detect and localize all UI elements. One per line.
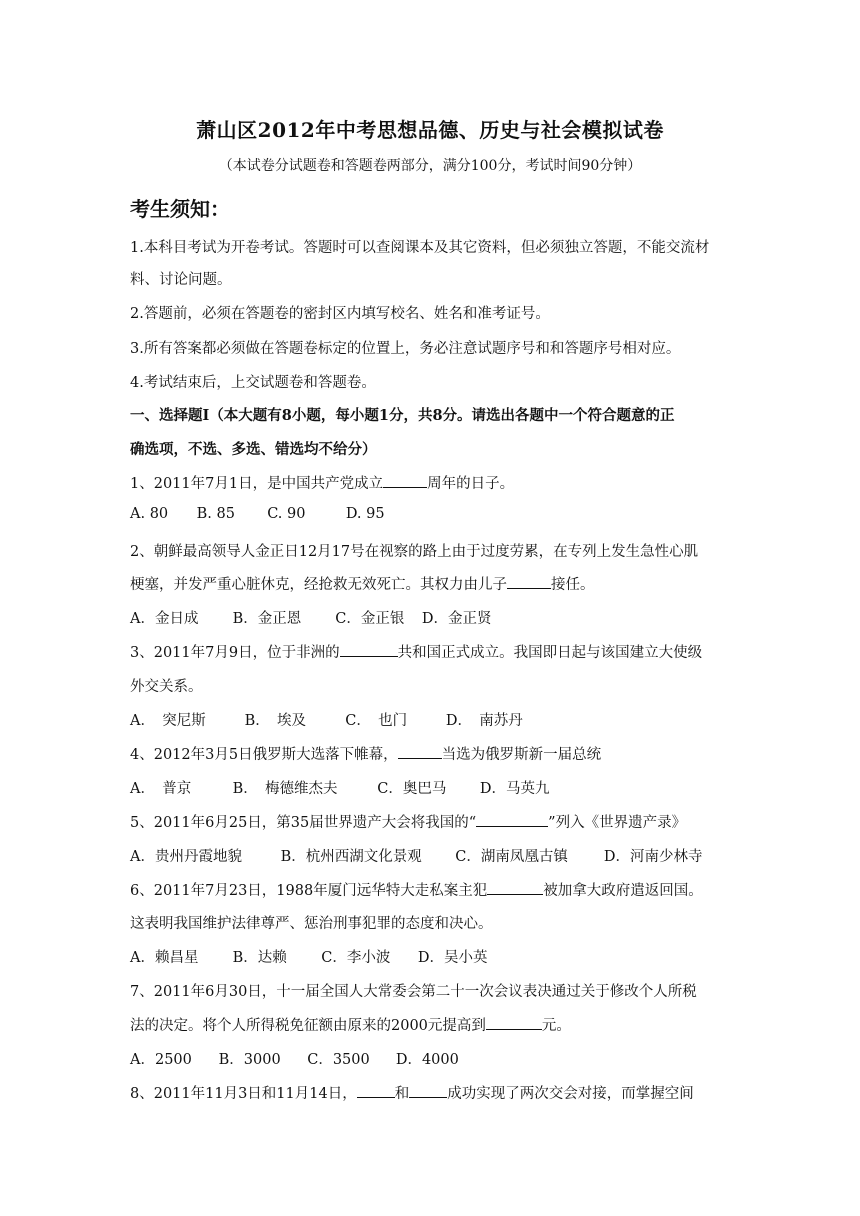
notice-heading: 考生须知：: [130, 197, 230, 221]
question-3: [130, 641, 750, 662]
question-text: 法的决定。将个人所得税免征额由原来的2000元提高到: [130, 1018, 486, 1034]
option-a: A． 普京: [130, 781, 192, 797]
option-a: A．金日成: [130, 611, 199, 627]
option-a: A．贵州丹霞地貌: [130, 849, 242, 865]
question-text: 元。: [541, 1018, 571, 1034]
question-text: ”列入《世界遗产录》: [548, 815, 687, 831]
question-text: 成功实现了两次交会对接，而掌握空间: [447, 1086, 694, 1102]
question-4-options: [130, 777, 750, 798]
section-heading: 一、选择题Ⅰ（本大题有8小题，每小题1分，共8分。请选出各题中一个符合题意的正: [130, 407, 675, 424]
question-1: [130, 472, 750, 493]
question-6: [130, 879, 750, 900]
answer-blank: [507, 574, 551, 589]
question-7: 7、2011年6月30日，十一届全国人大常委会第二十一次会议表决通过关于修改个人所税: [130, 984, 697, 1000]
question-text: 共和国正式成立。我国即日起与该国建立大使级: [397, 645, 703, 661]
question-text: 和: [394, 1086, 410, 1102]
question-text: 1、2011年7月1日，是中国共产党成立: [130, 476, 384, 492]
question-3-options: [130, 709, 750, 730]
option-b: B． 梅德维杰夫: [232, 781, 338, 797]
notice-line: 料、讨论问题。: [130, 272, 232, 288]
option-d: D．吴小英: [417, 950, 488, 966]
option-b: B．3000: [218, 1052, 281, 1068]
question-4: [130, 743, 750, 764]
question-text: 8、2011年11月3日和11月14日，: [130, 1086, 357, 1102]
option-a: A． 突尼斯: [130, 713, 206, 729]
option-c: C．奥巴马: [377, 781, 447, 797]
option-a: A．赖昌星: [130, 950, 199, 966]
question-2: 2、朝鲜最高领导人金正日12月17号在视察的路上由于过度劳累，在专列上发生急性心肌: [130, 544, 699, 560]
notice-line: 4.考试结束后，上交试题卷和答题卷。: [130, 375, 376, 391]
question-text: 周年的日子。: [427, 476, 515, 492]
option-c: C. 90: [267, 506, 306, 522]
option-c: C．李小波: [321, 950, 391, 966]
option-a: A．2500: [130, 1052, 192, 1068]
answer-blank: [409, 1083, 447, 1098]
answer-blank: [383, 473, 427, 488]
option-c: C． 也门: [345, 713, 408, 729]
question-text: 5、2011年6月25日，第35届世界遗产大会将我国的“: [130, 815, 477, 831]
option-d: D．河南少林寺: [603, 849, 703, 865]
section-heading: 确选项，不选、多选、错选均不给分）: [130, 441, 377, 458]
question-6-options: [130, 946, 750, 967]
question-1-options: [130, 506, 750, 522]
notice-line: 3.所有答案都必须做在答题卷标定的位置上，务必注意试题序号和和答题序号相对应。: [130, 341, 681, 357]
option-c: C．金正银: [335, 611, 405, 627]
option-a: A. 80: [130, 506, 169, 522]
answer-blank: [487, 880, 543, 895]
answer-blank: [357, 1083, 395, 1098]
question-text: 4、2012年3月5日俄罗斯大选落下帷幕，: [130, 747, 398, 763]
question-5-options: [130, 845, 750, 866]
option-d: D．马英九: [479, 781, 550, 797]
question-6-cont: 这表明我国维护法律尊严、惩治刑事犯罪的态度和决心。: [130, 916, 493, 932]
question-7-cont: [130, 1014, 750, 1035]
notice-line: 1.本科目考试为开卷考试。答题时可以查阅课本及其它资料，但必须独立答题，不能交流材: [130, 240, 710, 256]
page-subtitle: （本试卷分试题卷和答题卷两部分，满分100分，考试时间90分钟）: [218, 158, 642, 174]
option-d: D．金正贤: [421, 611, 492, 627]
question-text: 梗塞，并发严重心脏休克，经抢救无效死亡。其权力由儿子: [130, 577, 507, 593]
answer-blank: [476, 812, 548, 827]
option-b: B．杭州西湖文化景观: [280, 849, 422, 865]
question-5: [130, 811, 750, 832]
option-b: B．达赖: [232, 950, 287, 966]
option-b: B. 85: [196, 506, 235, 522]
answer-blank: [340, 642, 398, 657]
question-text: 6、2011年7月23日，1988年厦门远华特大走私案主犯: [130, 883, 488, 899]
question-3-cont: 外交关系。: [130, 679, 203, 695]
question-text: 3、2011年7月9日，位于非洲的: [130, 645, 340, 661]
option-c: C．湖南凤凰古镇: [455, 849, 568, 865]
question-7-options: [130, 1048, 750, 1069]
option-d: D． 南苏丹: [445, 713, 523, 729]
option-b: B． 埃及: [244, 713, 307, 729]
notice-line: 2.答题前，必须在答题卷的密封区内填写校名、姓名和准考证号。: [130, 306, 550, 322]
question-text: 接任。: [551, 577, 595, 593]
question-8: [130, 1082, 750, 1103]
option-d: D．4000: [395, 1052, 459, 1068]
page-title: 萧山区2012年中考思想品德、历史与社会模拟试卷: [196, 118, 664, 142]
option-d: D. 95: [345, 506, 385, 522]
question-text: 被加拿大政府遣返回国。: [543, 883, 703, 899]
option-c: C．3500: [307, 1052, 370, 1068]
answer-blank: [486, 1015, 542, 1030]
option-b: B．金正恩: [232, 611, 302, 627]
question-text: 当选为俄罗斯新一届总统: [441, 747, 602, 763]
question-2-options: [130, 607, 750, 628]
question-2-cont: [130, 573, 750, 594]
answer-blank: [398, 744, 442, 759]
